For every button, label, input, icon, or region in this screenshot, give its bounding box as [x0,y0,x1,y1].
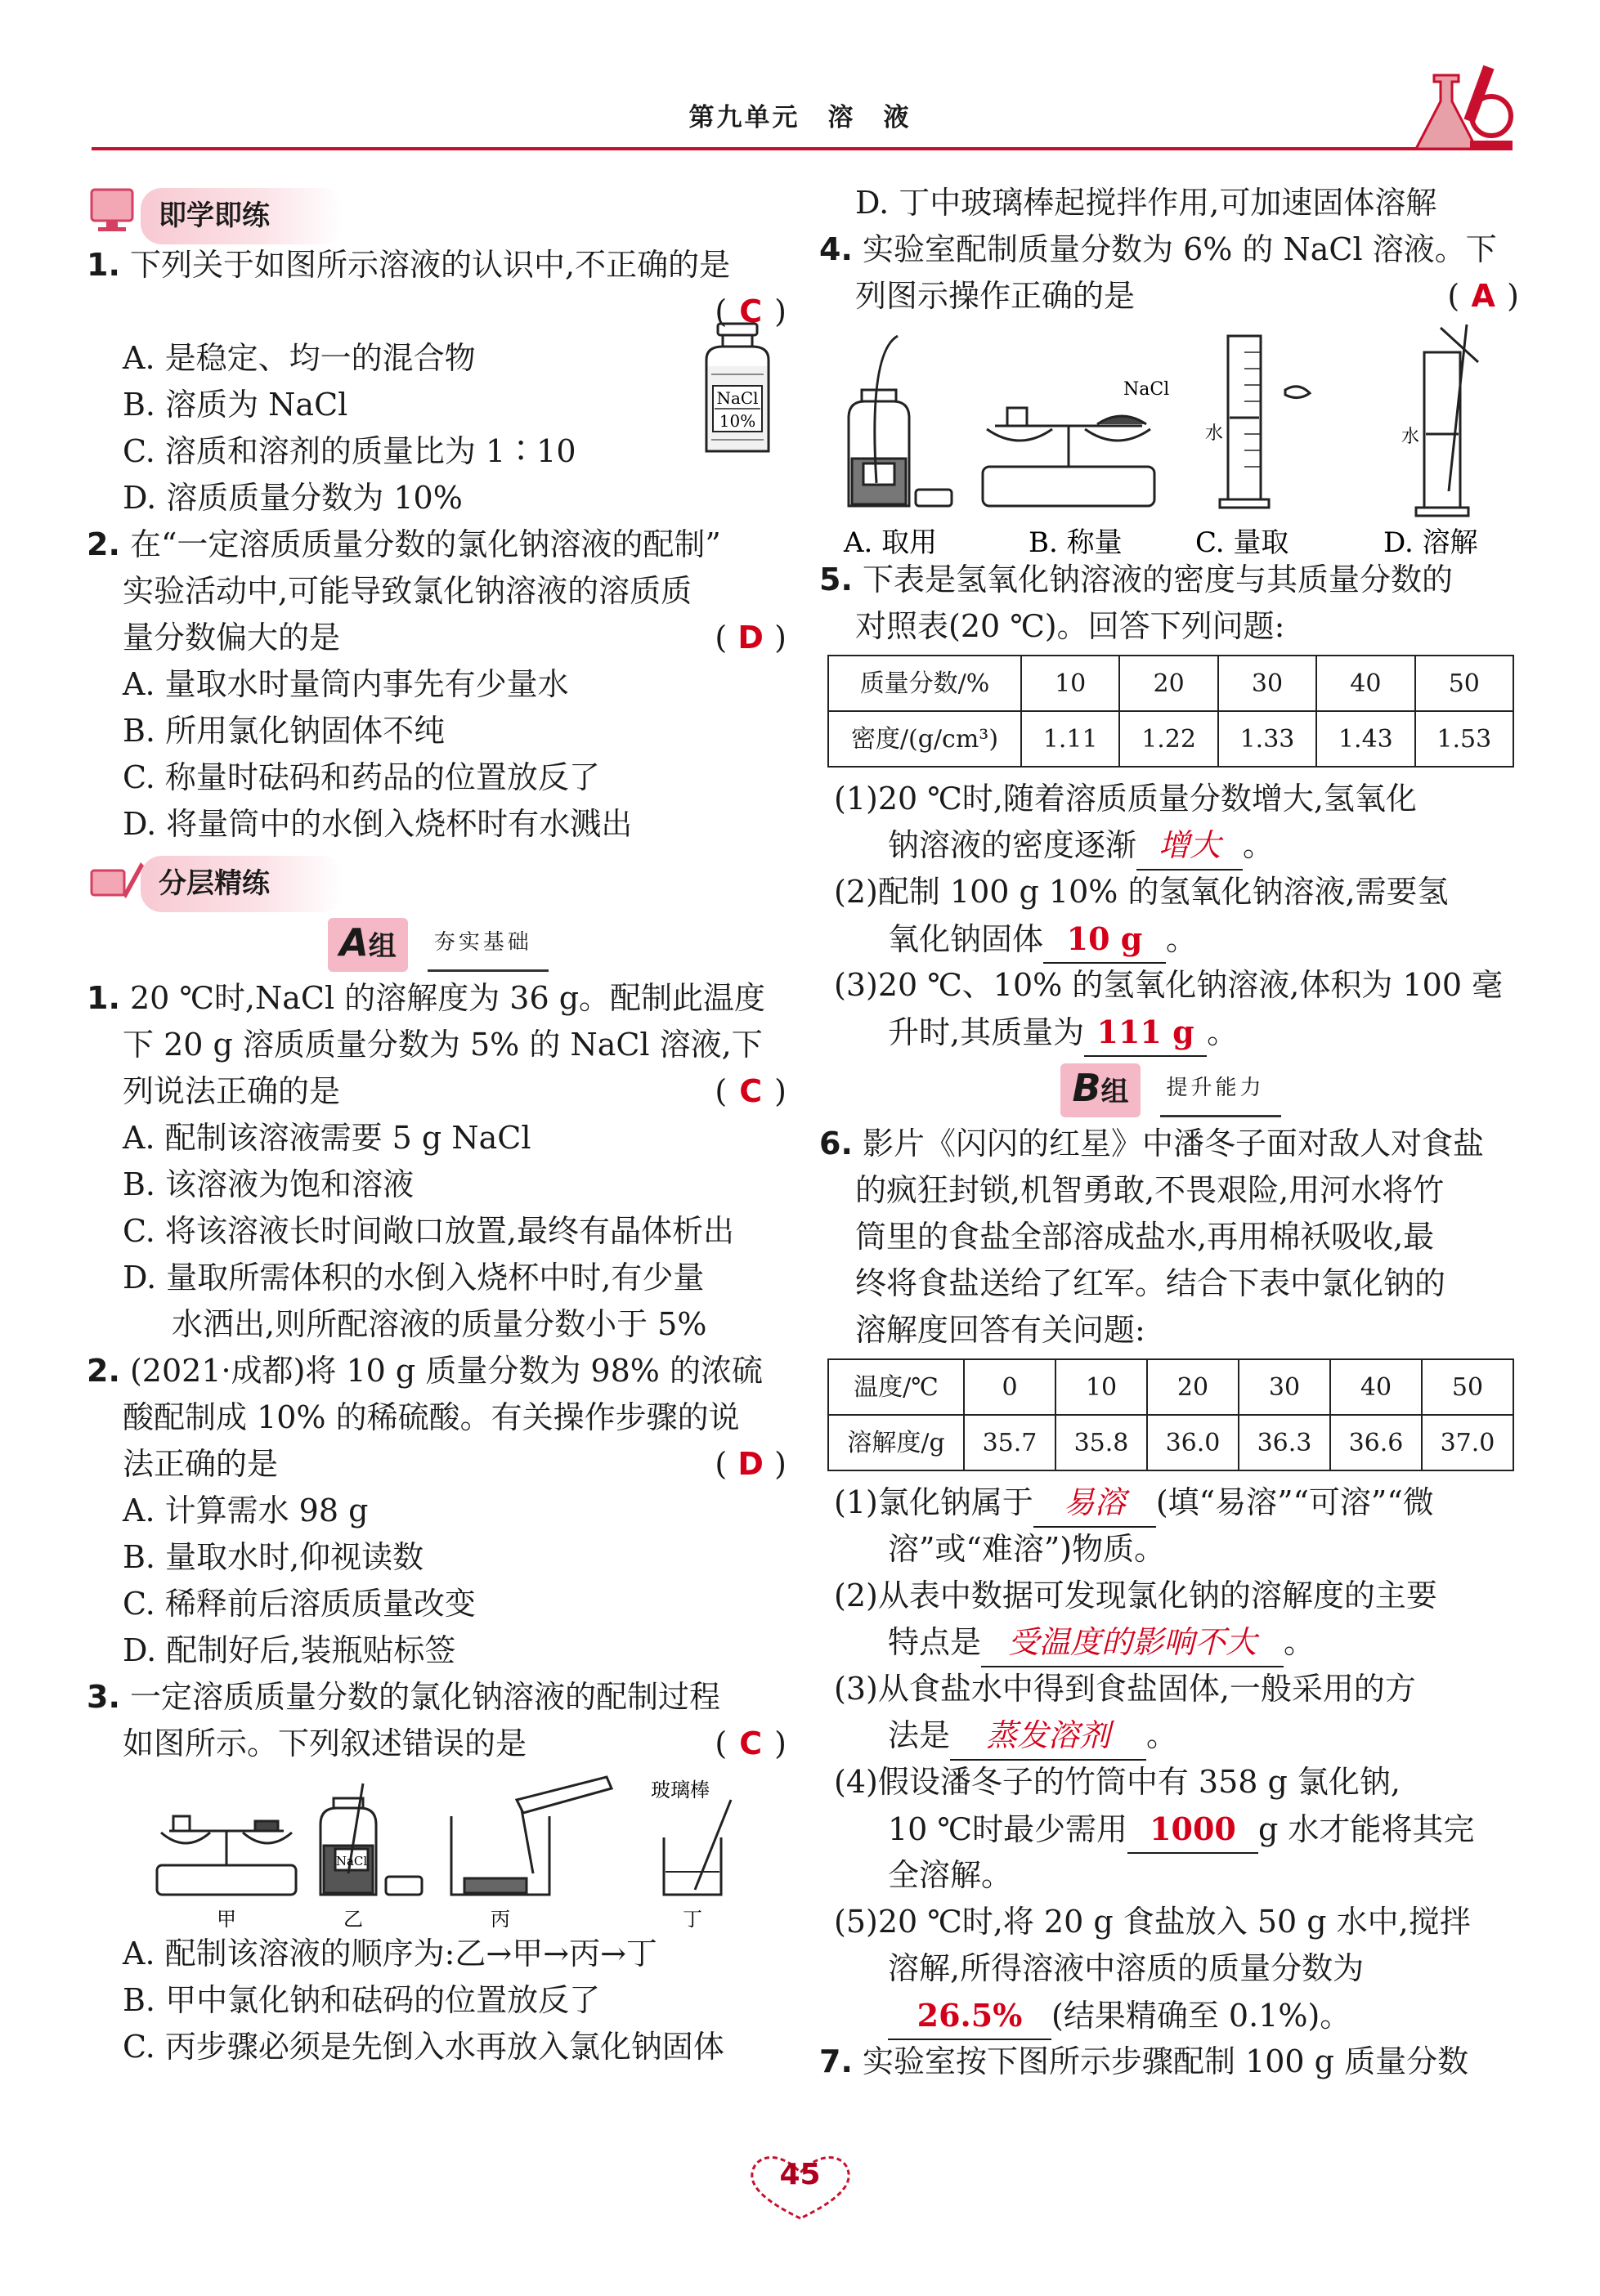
table-cell: 40 [1330,1359,1422,1415]
table-cell: 20 [1119,656,1217,711]
answer-blank: 增大 [1136,822,1243,871]
unit-title: 第九单元 溶 液 [688,103,912,132]
answer-a3: ( C ) [715,1725,787,1761]
beaker-bing [451,1777,612,1895]
table-cell: 36.0 [1147,1415,1239,1470]
section-title: 分层精练 [141,856,343,912]
section-quick-practice [87,180,790,242]
answer-blank: 111 g [1084,1009,1207,1057]
table-cell: 30 [1239,1359,1330,1415]
nacl-solubility-table [827,1358,1514,1471]
answer-a1: ( C ) [715,1073,787,1109]
answer-blank: 10 g [1043,915,1166,964]
table-cell: 1.53 [1415,711,1513,767]
question-a1: 1. 20 ℃时,NaCl 的溶解度为 36 g。配制此温度 [87,980,766,1016]
reagent-bottle-figure [698,319,777,458]
answer-a2: ( D ) [715,1446,787,1482]
group-b-heading [819,1055,1522,1121]
table-head: 溶解度/g [828,1415,964,1470]
option-continued: 水洒出,则所配溶液的质量分数小于 5% [172,1306,707,1342]
glass-rod-label: 玻璃棒 [651,1779,710,1801]
answer-blank: 26.5% [888,1992,1051,2040]
solution-preparation-figure [149,1767,803,1931]
table-head: 质量分数/% [828,656,1021,711]
fig-label-ding: 丁 [683,1908,702,1931]
water-label: 水 [1205,423,1224,444]
caption-c: C. 量取 [1195,526,1289,557]
option: B. 该溶液为饱和溶液 [123,1166,415,1202]
question-6: 6. 影片《闪闪的红星》中潘冬子面对敌人对食盐 [819,1126,1484,1161]
table-cell: 30 [1218,656,1316,711]
group-subtitle: 提升能力 [1160,1065,1281,1117]
question-a3: 3. 一定溶质质量分数的氯化钠溶液的配制过程 [87,1679,720,1715]
nacl-label: NaCl [335,1854,368,1869]
bottle-label-percent: 10% [719,411,756,431]
option: D. 将量筒中的水倒入烧杯时有水溅出 [123,806,633,842]
table-cell: 35.7 [964,1415,1055,1470]
group-badge: A组 [328,918,408,972]
operation-figures [819,320,1522,557]
section-title: 即学即练 [141,188,343,244]
question-4: 4. 实验室配制质量分数为 6% 的 NaCl 溶液。下 [819,231,1497,267]
water-label: 水 [1401,427,1420,447]
answer-2: ( D ) [715,620,787,656]
table-cell: 1.22 [1119,711,1217,767]
table-cell: 1.11 [1021,711,1119,767]
question-a2: 2. (2021·成都)将 10 g 质量分数为 98% 的浓硫 [87,1353,763,1389]
monitor-icon [87,186,146,234]
question-5: 5. 下表是氢氧化钠溶液的密度与其质量分数的 [819,562,1453,597]
table-cell: 40 [1316,656,1414,711]
option: C. 将该溶液长时间敞口放置,最终有晶体析出 [123,1213,734,1249]
section-layered-practice [87,848,790,910]
option: A. 是稳定、均一的混合物 [123,340,476,376]
table-head: 密度/(g/cm³) [828,711,1021,767]
group-a-heading [87,910,790,975]
option: A. 量取水时量筒内事先有少量水 [123,666,569,702]
right-column: D. 丁中玻璃棒起搅拌作用,可加速固体溶解 4. 实验室配制质量分数为 6% 的 NaCl 溶液。下 列图示操作正确的是 ( A ) NaCl 水 水 A. 取用 B. 称量 C. 量取 D. 溶解 5. 下表是氢氧化钠溶液的密度与其质量分数的 对照表(20 ℃)。回答下列问题: 质量分数/% 10 20 30 40 50 密度/(g/cm³) 1.11 1.22 1.33 1.43 1.53 (1)20 ℃时,随着溶质质量分数增大,氢氧化 钠溶液的密度逐渐 增大 。 (2)配制 100 g 10% 的氢氧化钠溶液,需要氢 氧化钠固体 10 g 。 (3)20 ℃、10% 的氢氧化钠溶液,体积为 100 毫 升时,其质量为 111 g 。 B组 提升能力 6. 影片《闪闪的红星》中潘冬子面对敌人对食盐 的疯狂封锁,机智勇敢,不畏艰险,用河水将竹 筒里的食盐全部溶成盐水,再用棉袄吸收,最 终将食盐送给了红军。结合下表中氯化钠的 溶解度回答有关问题: 温度/℃ 0 10 20 30 40 50 溶解度/g 35.7 35.8 36.0 36.3 36.6 37.0 (1)氯化钠属于 易溶 (填“易溶”“可溶”“微 溶”或“难溶”)物质。 (2)从表中数据可发现氯化钠的溶解度的主要 特点是 受温度的影响不大 。 (3)从食盐水中得到食盐固体,一般采用的方 法是 蒸发溶剂 。 (4)假设潘冬子的竹筒中有 358 g 氯化钠, 10 ℃时最少需用 1000 g 水才能将其完 全溶解。 (5)20 ℃时,将 20 g 食盐放入 50 g 水中,搅拌 溶解,所得溶液中溶质的质量分数为 26.5% (结果精确至 0.1%)。 7. 实验室按下图所示步骤配制 100 g 质量分数 [819,180,1522,2085]
nacl-label: NaCl [1123,379,1170,400]
table-cell: 50 [1422,1359,1513,1415]
table-cell: 35.8 [1055,1415,1147,1470]
header-rule [92,147,1481,150]
answer-4: ( A ) [1447,278,1519,314]
fig-label-yi: 乙 [343,1908,363,1931]
table-cell: 10 [1021,656,1119,711]
bottle-yi [320,1784,422,1895]
pencil-books-icon [87,854,146,902]
caption-d: D. 溶解 [1383,526,1478,557]
option: B. 甲中氯化钠和砝码的位置放反了 [123,1982,601,2018]
bottle-label-nacl: NaCl [716,388,759,408]
group-subtitle: 夯实基础 [428,920,549,972]
table-cell: 1.43 [1316,711,1414,767]
option: D. 溶质质量分数为 10% [123,480,463,516]
beaker-ding [664,1800,731,1895]
option: A. 配制该溶液的顺序为:乙→甲→丙→丁 [123,1936,657,1972]
answer-blank: 受温度的影响不大 [981,1619,1284,1667]
table-cell: 1.33 [1218,711,1316,767]
table-cell: 36.6 [1330,1415,1422,1470]
option: B. 溶质为 NaCl [123,387,348,423]
fig-c-cylinder [1220,336,1310,508]
table-head: 温度/℃ [828,1359,964,1415]
caption-b: B. 称量 [1029,526,1123,557]
balance-jia [157,1816,296,1895]
group-badge: B组 [1060,1063,1140,1117]
page-header [0,0,1600,163]
table-cell: 37.0 [1422,1415,1513,1470]
table-cell: 0 [964,1359,1055,1415]
option: B. 所用氯化钠固体不纯 [123,713,446,749]
table-cell: 36.3 [1239,1415,1330,1470]
question-1: 1. 下列关于如图所示溶液的认识中,不正确的是 [87,247,731,283]
fig-label-bing: 丙 [491,1908,510,1931]
option: C. 溶质和溶剂的质量比为 1∶10 [123,433,576,469]
option: C. 稀释前后溶质质量改变 [123,1586,476,1622]
option: C. 丙步骤必须是先倒入水再放入氯化钠固体 [123,2029,724,2065]
option: D. 量取所需体积的水倒入烧杯中时,有少量 [123,1260,705,1296]
lab-equipment-logo [1400,59,1514,155]
answer-blank: 1000 [1127,1806,1258,1854]
answer-blank: 蒸发溶剂 [950,1712,1146,1761]
table-cell: 50 [1415,656,1513,711]
page-number: 45 [779,2158,821,2191]
answer-1: ( C ) [715,293,787,329]
fig-a-bottle [849,336,952,506]
option: D. 配制好后,装瓶贴标签 [123,1632,456,1668]
table-cell: 20 [1147,1359,1239,1415]
fig-d-dissolve [1416,324,1478,516]
option: B. 量取水时,仰视读数 [123,1539,424,1575]
option: A. 计算需水 98 g [123,1493,369,1528]
answer-blank: 易溶 [1033,1479,1156,1528]
fig-b-balance [983,408,1154,506]
table-cell: 10 [1055,1359,1147,1415]
naoh-density-table [827,655,1514,768]
option: D. 丁中玻璃棒起搅拌作用,可加速固体溶解 [855,185,1437,221]
left-column: 即学即练 1. 下列关于如图所示溶液的认识中,不正确的是 ( C ) A. 是稳定、均一的混合物 B. 溶质为 NaCl C. 溶质和溶剂的质量比为 1∶10 D. 溶质质量分数为 10% NaCl 10% 2. 在“一定溶质质量分数的氯化钠溶液的配制” 实验活动中,可能导致氯化钠溶液的溶质质 量分数偏大的是 ( D ) A. 量取水时量筒内事先有少量水 B. 所用氯化钠固体不纯 C. 称量时砝码和药品的位置放反了 D. 将量筒中的水倒入烧杯时有水溅出 分层精练 A组 夯实基础 1. 20 ℃时,NaCl 的溶解度为 36 g。配制此温度 下 20 g 溶质质量分数为 5% 的 NaCl 溶液,下 列说法正确的是 ( C ) A. 配制该溶液需要 5 g NaCl B. 该溶液为饱和溶液 C. 将该溶液长时间敞口放置,最终有晶体析出 D. 量取所需体积的水倒入烧杯中时,有少量 水洒出,则所配溶液的质量分数小于 5% 2. (2021·成都)将 10 g 质量分数为 98% 的浓硫 酸配制成 10% 的稀硫酸。有关操作步骤的说 法正确的是 ( D ) A. 计算需水 98 g B. 量取水时,仰视读数 C. 稀释前后溶质质量改变 D. 配制好后,装瓶贴标签 3. 一定溶质质量分数的氯化钠溶液的配制过程 如图所示。下列叙述错误的是 ( C ) NaCl 玻璃棒 甲 乙 丙 丁 A. 配制该溶液的顺序为:乙→甲→丙→丁 B. 甲中氯化钠和砝码的位置放反了 C. 丙步骤必须是先倒入水再放入氯化钠固体 [87,180,790,2070]
option: A. 配制该溶液需要 5 g NaCl [123,1120,531,1156]
fig-label-jia: 甲 [217,1908,236,1931]
caption-a: A. 取用 [844,526,938,557]
question-2: 2. 在“一定溶质质量分数的氯化钠溶液的配制” [87,526,721,562]
question-7: 7. 实验室按下图所示步骤配制 100 g 质量分数 [819,2043,1469,2079]
option: C. 称量时砝码和药品的位置放反了 [123,759,600,795]
